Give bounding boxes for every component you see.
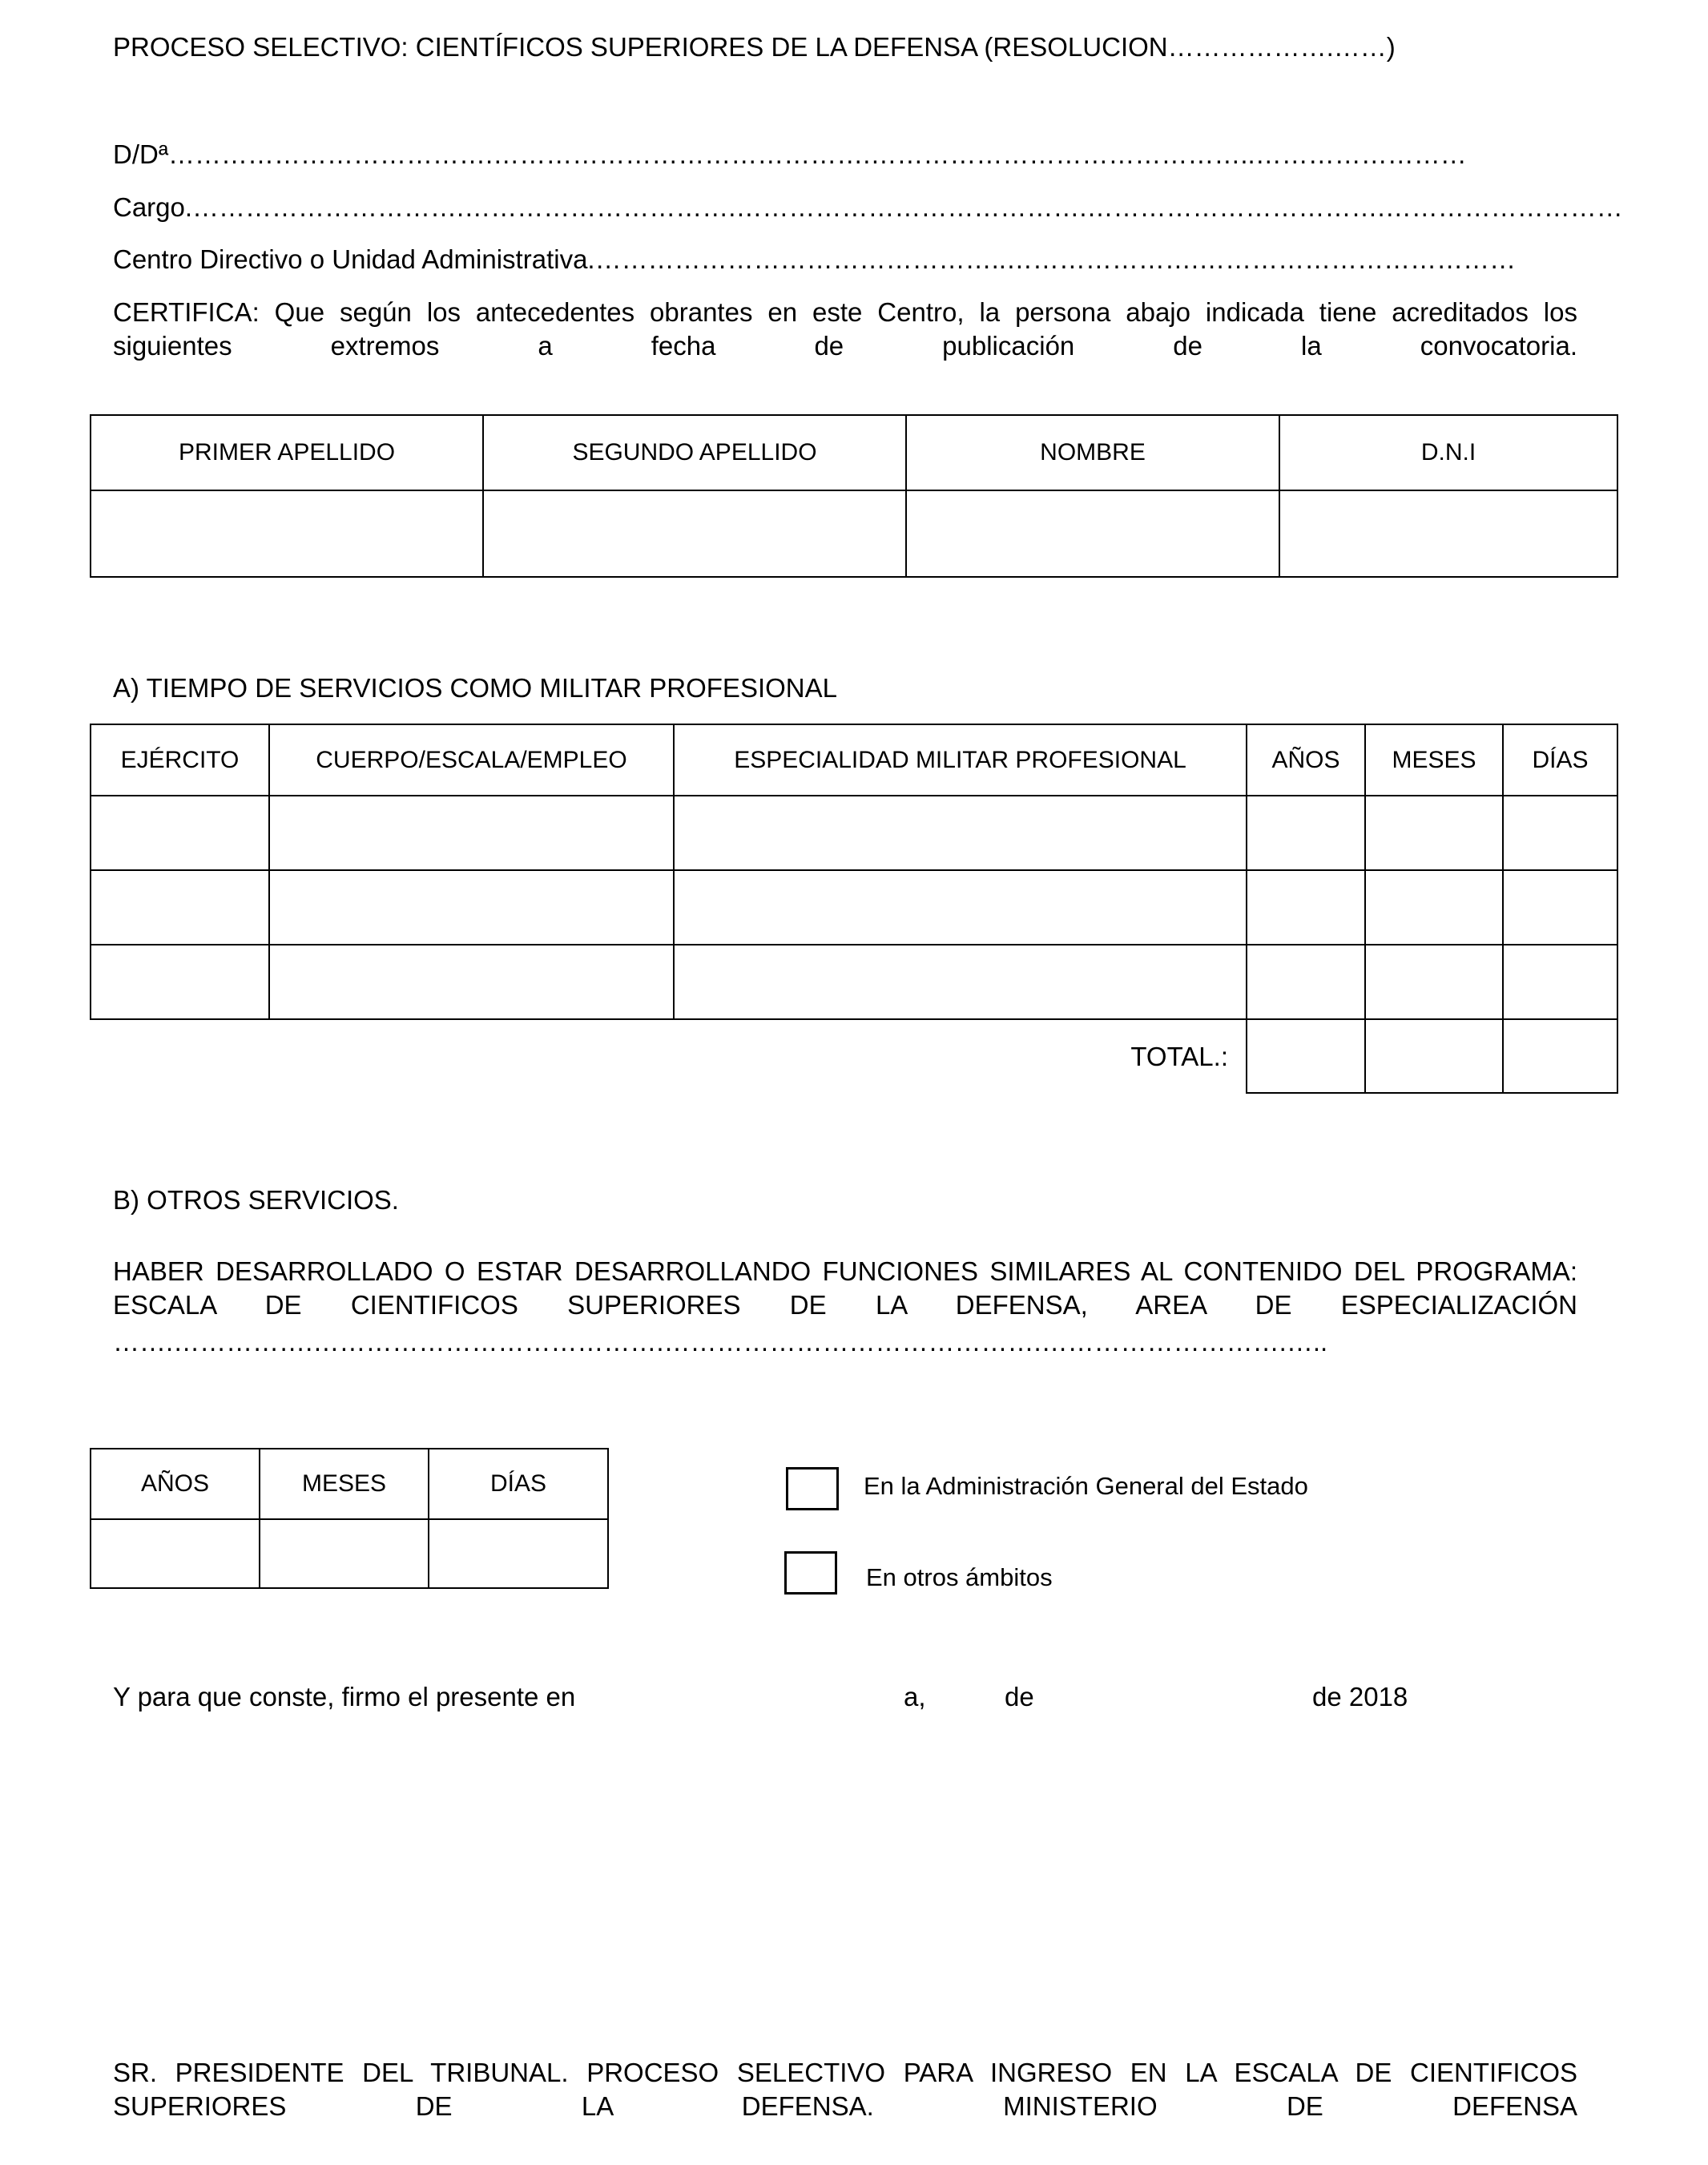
dias-cell[interactable] — [1503, 945, 1617, 1019]
other-services-table — [90, 1448, 609, 1589]
service-time-table — [90, 724, 1618, 1094]
section-b-title: B) OTROS SERVICIOS. — [113, 1185, 399, 1215]
nombre-cell[interactable] — [906, 490, 1279, 577]
closing-text: Y para que conste, firmo el presente en — [113, 1682, 576, 1711]
segundo-apellido-cell[interactable] — [483, 490, 906, 577]
table-row — [91, 796, 1617, 870]
otros-ambitos-checkbox-label: En otros ámbitos — [866, 1563, 1053, 1591]
meses-cell[interactable] — [260, 1519, 429, 1588]
form-header: PROCESO SELECTIVO: CIENTÍFICOS SUPERIORES DE LA DEFENSA (RESOLUCION……………….……) — [113, 32, 1396, 62]
primer-apellido-cell[interactable] — [91, 490, 483, 577]
especializacion-field[interactable]: …….…………….………………………………….…………………………………….……………………….….. — [113, 1327, 1328, 1357]
dd-field[interactable]: D/Dª……………………………….…………………………………….……………………………………..…………………… — [113, 139, 1467, 169]
col-nombre: NOMBRE — [906, 415, 1279, 490]
age-checkbox-label: En la Administración General del Estado — [864, 1472, 1308, 1500]
col-especialidad: ESPECIALIDAD MILITAR PROFESIONAL — [674, 724, 1247, 796]
centro-directivo-field[interactable]: Centro Directivo o Unidad Administrativa.………………………………………..………………….……………………………… — [113, 244, 1517, 274]
anos-cell[interactable] — [1247, 870, 1365, 945]
anos-cell[interactable] — [91, 1519, 260, 1588]
closing-a: a, — [904, 1682, 926, 1711]
section-a-title: A) TIEMPO DE SERVICIOS COMO MILITAR PROFESIONAL — [113, 673, 837, 703]
table-row — [91, 870, 1617, 945]
col-cuerpo-escala-empleo: CUERPO/ESCALA/EMPLEO — [269, 724, 674, 796]
closing-de: de — [1005, 1682, 1034, 1711]
cuerpo-cell[interactable] — [269, 796, 674, 870]
especialidad-cell[interactable] — [674, 870, 1247, 945]
meses-cell[interactable] — [1365, 945, 1503, 1019]
meses-cell[interactable] — [1365, 870, 1503, 945]
footer-addressee: SR. PRESIDENTE DEL TRIBUNAL. PROCESO SELECTIVO PARA INGRESO EN LA ESCALA DE CIENTIFICOS SUPERIORES DE LA DEFENSA. MINISTERIO DE DEFENSA — [113, 2058, 1577, 2121]
ejercito-cell[interactable] — [91, 945, 269, 1019]
age-checkbox[interactable] — [786, 1467, 839, 1510]
total-dias-cell[interactable] — [1503, 1019, 1617, 1093]
ejercito-cell[interactable] — [91, 870, 269, 945]
col-segundo-apellido: SEGUNDO APELLIDO — [483, 415, 906, 490]
col-dias: DÍAS — [1503, 724, 1617, 796]
person-table — [90, 414, 1618, 578]
cuerpo-cell[interactable] — [269, 870, 674, 945]
cuerpo-cell[interactable] — [269, 945, 674, 1019]
especialidad-cell[interactable] — [674, 945, 1247, 1019]
col-dni: D.N.I — [1279, 415, 1617, 490]
total-label: TOTAL.: — [91, 1019, 1247, 1093]
meses-cell[interactable] — [1365, 796, 1503, 870]
table-row — [91, 945, 1617, 1019]
col-primer-apellido: PRIMER APELLIDO — [91, 415, 483, 490]
otros-ambitos-checkbox[interactable] — [784, 1551, 837, 1595]
col-anos: AÑOS — [1247, 724, 1365, 796]
certifica-paragraph: CERTIFICA: Que según los antecedentes obrantes en este Centro, la persona abajo indicada tiene acreditados los siguientes extremos a fecha de publicación de la convocatoria. — [113, 297, 1577, 361]
total-anos-cell[interactable] — [1247, 1019, 1365, 1093]
col-meses: MESES — [1365, 724, 1503, 796]
dias-cell[interactable] — [429, 1519, 608, 1588]
anos-cell[interactable] — [1247, 796, 1365, 870]
dias-cell[interactable] — [1503, 796, 1617, 870]
section-b-paragraph: HABER DESARROLLADO O ESTAR DESARROLLANDO FUNCIONES SIMILARES AL CONTENIDO DEL PROGRAMA: ESCALA DE CIENTIFICOS SUPERIORES DE LA DEFENSA, AREA DE ESPECIALIZACIÓN — [113, 1256, 1577, 1320]
total-row — [91, 1019, 1617, 1093]
especialidad-cell[interactable] — [674, 796, 1247, 870]
col-meses: MESES — [260, 1449, 429, 1519]
col-ejercito: EJÉRCITO — [91, 724, 269, 796]
cargo-field[interactable]: Cargo.………………………….………………………….………………………………….…………………………….……………………… — [113, 192, 1623, 222]
total-meses-cell[interactable] — [1365, 1019, 1503, 1093]
col-anos: AÑOS — [91, 1449, 260, 1519]
closing-year: de 2018 — [1312, 1682, 1408, 1711]
ejercito-cell[interactable] — [91, 796, 269, 870]
dias-cell[interactable] — [1503, 870, 1617, 945]
anos-cell[interactable] — [1247, 945, 1365, 1019]
dni-cell[interactable] — [1279, 490, 1617, 577]
col-dias: DÍAS — [429, 1449, 608, 1519]
